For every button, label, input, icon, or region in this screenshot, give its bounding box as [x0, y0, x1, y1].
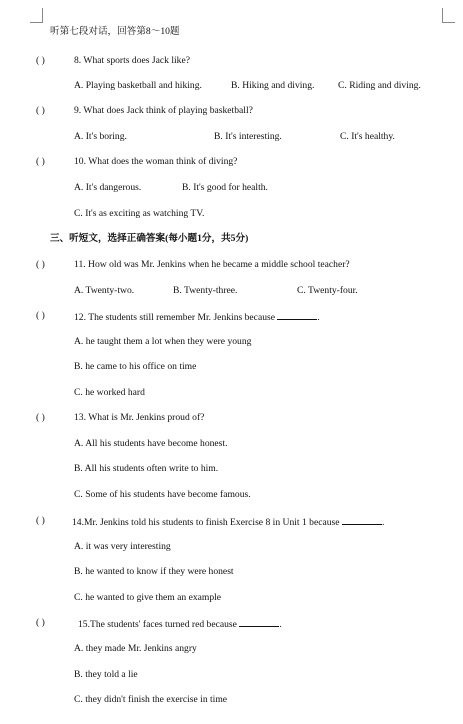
- page-corner-mark-left: [30, 8, 43, 23]
- q10-option-b: B. It's good for health.: [182, 182, 268, 193]
- q15-option-c: C. they didn't finish the exercise in time: [74, 694, 228, 705]
- q13-option-a: A. All his students have become honest.: [74, 438, 228, 449]
- q14-option-b: B. he wanted to know if they were honest: [74, 566, 234, 577]
- question-13: 13. What is Mr. Jenkins proud of?: [74, 412, 205, 423]
- answer-paren: ( ): [36, 617, 45, 628]
- question-14: 14.Mr. Jenkins told his students to finish Exercise 8 in Unit 1 because .: [72, 517, 385, 528]
- q13-option-b: B. All his students often write to him.: [74, 463, 219, 474]
- page-corner-mark-right: [442, 8, 455, 23]
- question-12-text: 12. The students still remember Mr. Jenkins because: [74, 312, 275, 323]
- answer-paren: ( ): [36, 259, 45, 270]
- q11-option-b: B. Twenty-three.: [173, 285, 238, 296]
- answer-paren: ( ): [36, 55, 45, 66]
- q9-option-b: B. It's interesting.: [214, 131, 282, 142]
- answer-paren: ( ): [36, 156, 45, 167]
- q12-option-b: B. he came to his office on time: [74, 361, 197, 372]
- q8-option-c: C. Riding and diving.: [338, 80, 421, 91]
- q8-option-a: A. Playing basketball and hiking.: [74, 80, 202, 91]
- q8-option-b: B. Hiking and diving.: [231, 80, 315, 91]
- question-11: 11. How old was Mr. Jenkins when he became a middle school teacher?: [74, 259, 350, 270]
- q13-option-c: C. Some of his students have become famous.: [74, 489, 251, 500]
- answer-paren: ( ): [36, 310, 45, 321]
- answer-blank: [277, 310, 317, 320]
- section-intro: 听第七段对话，回答第8～10题: [50, 26, 180, 37]
- q11-option-c: C. Twenty-four.: [297, 285, 358, 296]
- answer-paren: ( ): [36, 105, 45, 116]
- q15-option-a: A. they made Mr. Jenkins angry: [74, 643, 197, 654]
- q14-option-c: C. he wanted to give them an example: [74, 592, 222, 603]
- q12-option-c: C. he worked hard: [74, 387, 145, 398]
- q14-option-a: A. it was very interesting: [74, 541, 171, 552]
- q9-option-c: C. It's healthy.: [340, 131, 395, 142]
- section-3-title: 三、听短文，选择正确答案(每小题1分，共5分): [50, 233, 249, 244]
- q15-option-b: B. they told a lie: [74, 669, 138, 680]
- question-14-text: 14.Mr. Jenkins told his students to finish Exercise 8 in Unit 1 because: [72, 517, 340, 528]
- answer-blank: [342, 515, 382, 525]
- question-15: 15.The students' faces turned red because .: [78, 619, 282, 630]
- question-12: 12. The students still remember Mr. Jenkins because .: [74, 312, 320, 323]
- question-15-text: 15.The students' faces turned red because: [78, 619, 237, 630]
- question-10: 10. What does the woman think of diving?: [74, 156, 238, 167]
- q10-option-c: C. It's as exciting as watching TV.: [74, 208, 205, 219]
- question-9: 9. What does Jack think of playing basketball?: [74, 105, 253, 116]
- q12-option-a: A. he taught them a lot when they were young: [74, 336, 252, 347]
- q9-option-a: A. It's boring.: [74, 131, 127, 142]
- q11-option-a: A. Twenty-two.: [74, 285, 135, 296]
- answer-paren: ( ): [36, 412, 45, 423]
- answer-blank: [239, 617, 279, 627]
- question-8: 8. What sports does Jack like?: [74, 55, 190, 66]
- answer-paren: ( ): [36, 515, 45, 526]
- q10-option-a: A. It's dangerous.: [74, 182, 142, 193]
